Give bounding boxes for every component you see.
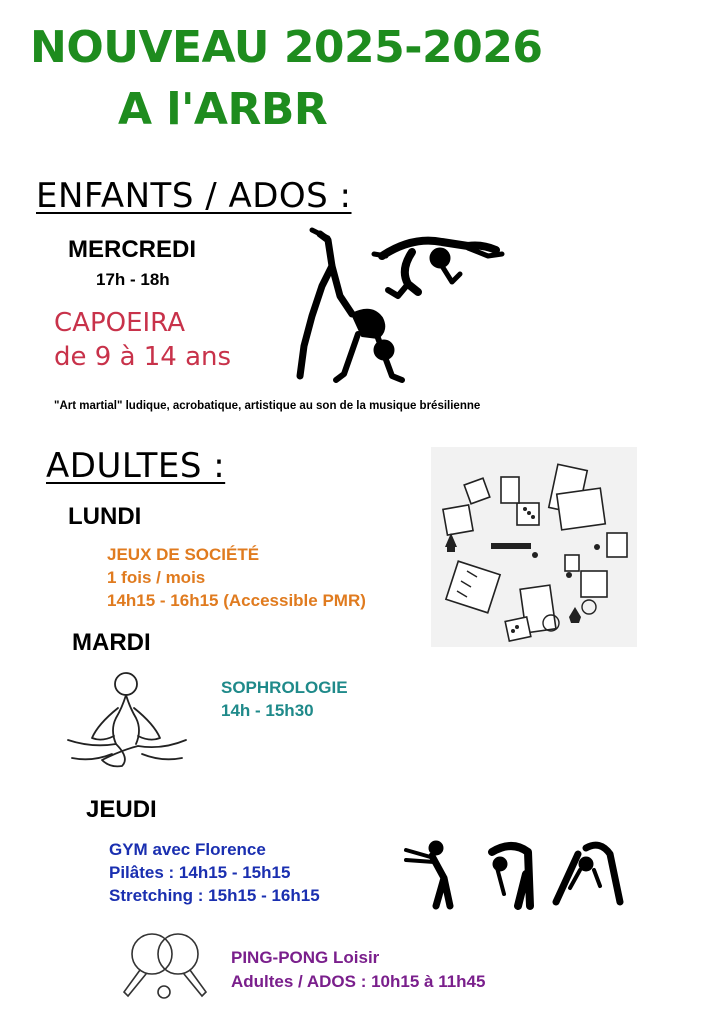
capoeira-age: de 9 à 14 ans	[54, 342, 232, 372]
ping-pong-paddles-icon	[118, 930, 214, 1002]
capoeira-dancers-icon	[292, 226, 512, 386]
gym-activity: GYM avec Florence	[109, 840, 266, 859]
monday-day: LUNDI	[68, 503, 142, 530]
kids-heading: ENFANTS / ADOS :	[36, 176, 352, 216]
sophro-time: 14h - 15h30	[221, 701, 314, 720]
pingpong-activity: PING-PONG Loisir	[231, 948, 380, 967]
capoeira-description: "Art martial" ludique, acrobatique, artistique au son de la musique brésilienne	[54, 400, 481, 412]
jeux-time: 14h15 - 16h15 (Accessible PMR)	[107, 591, 366, 610]
jeux-frequency: 1 fois / mois	[107, 568, 206, 587]
adults-heading: ADULTES :	[46, 446, 226, 486]
stretching-figures-icon	[400, 834, 624, 910]
board-games-icon	[431, 447, 637, 647]
thursday-day: JEUDI	[86, 796, 157, 823]
meditation-icon	[62, 668, 192, 772]
kids-time: 17h - 18h	[96, 270, 170, 289]
sophro-activity: SOPHROLOGIE	[221, 678, 348, 697]
capoeira-label: CAPOEIRA	[54, 308, 185, 338]
gym-pilates: Pilâtes : 14h15 - 15h15	[109, 863, 291, 882]
tuesday-day: MARDI	[72, 629, 151, 656]
gym-stretching: Stretching : 15h15 - 16h15	[109, 886, 320, 905]
pingpong-time: Adultes / ADOS : 10h15 à 11h45	[231, 972, 486, 991]
title-line-1: NOUVEAU 2025-2026	[30, 22, 543, 73]
jeux-activity: JEUX DE SOCIÉTÉ	[107, 545, 260, 564]
kids-day: MERCREDI	[68, 236, 197, 263]
title-line-2: A l'ARBR	[118, 84, 328, 135]
